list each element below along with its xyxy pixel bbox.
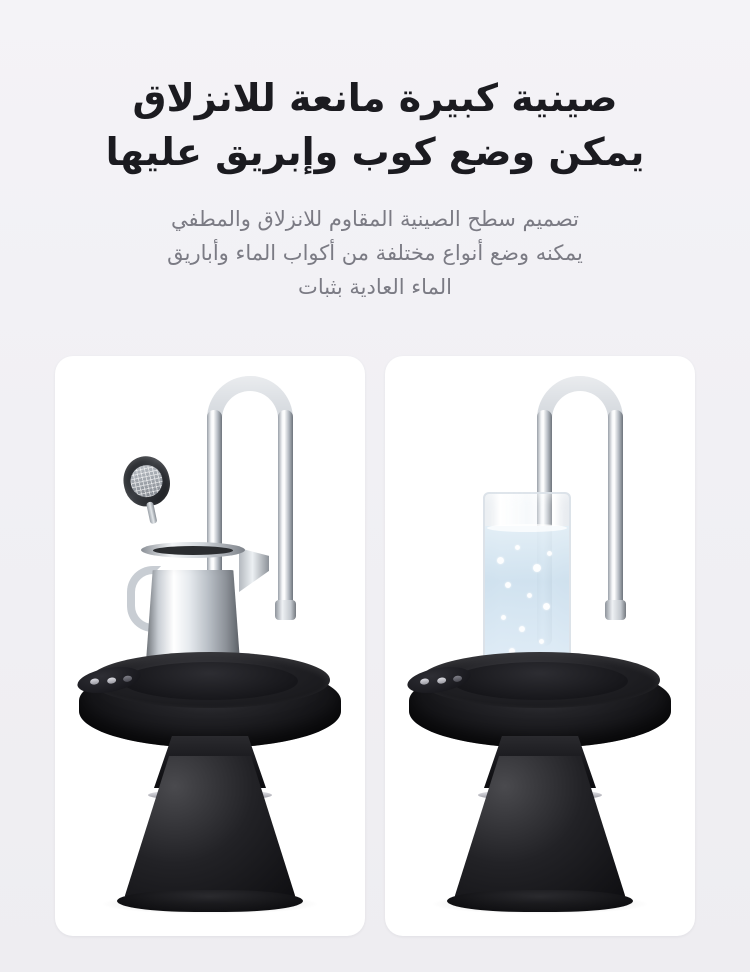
headline-line-2: يمكن وضع كوب وإبريق عليها [105,129,645,174]
ground-shadow [103,894,317,914]
page-subtitle [0,202,750,304]
product-image-card-glass[interactable] [385,356,695,936]
product-image-gallery [0,356,750,936]
kettle-lid-icon [117,452,179,525]
water-dispenser-icon [385,356,695,936]
tray-inner-circle [122,662,298,700]
kettle-opening [153,546,233,555]
subtitle-line-3: الماء العادية بثبات [298,274,452,299]
pedestal-base [451,756,629,908]
pedestal-base [121,756,299,908]
tray-inner-circle [452,662,628,700]
page-title [0,0,750,180]
ground-shadow [433,894,647,914]
subtitle-line-2: يمكنه وضع أنواع مختلفة من أكواب الماء وأباريق [167,240,583,265]
subtitle-line-1: تصميم سطح الصينية المقاوم للانزلاق والمطفي [170,206,579,231]
headline-line-1: صينية كبيرة مانعة للانزلاق [132,76,618,120]
water-dispenser-icon [55,356,365,936]
product-image-card-kettle[interactable] [55,356,365,936]
